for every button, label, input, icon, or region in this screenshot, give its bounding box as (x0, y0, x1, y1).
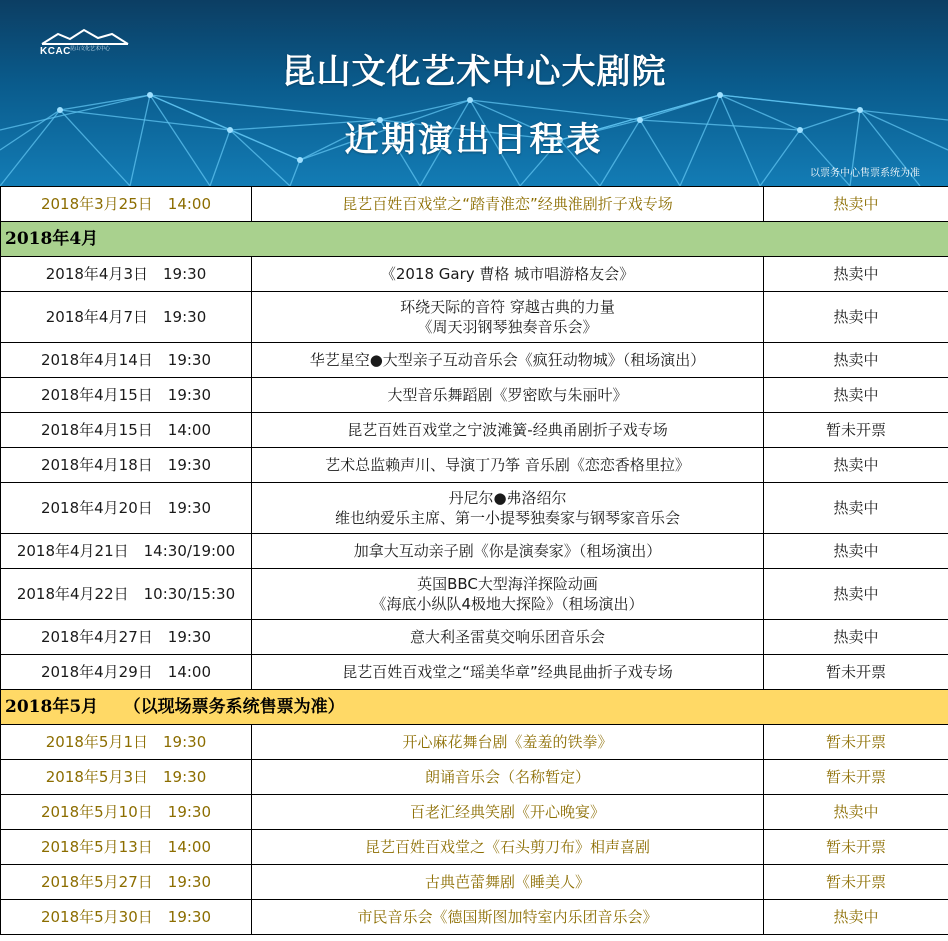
performance-datetime: 2018年4月3日 19:30 (1, 257, 252, 292)
ticket-status: 热卖中 (764, 569, 948, 620)
performance-datetime: 2018年4月22日 10:30/15:30 (1, 569, 252, 620)
performance-title-line: 华艺星空●大型亲子互动音乐会《疯狂动物城》（租场演出） (309, 351, 706, 369)
performance-title (252, 830, 764, 865)
performance-title-line: 丹尼尔●弗洛绍尔 (448, 489, 567, 507)
ticket-status: 暂未开票 (764, 760, 948, 795)
schedule-row (1, 760, 948, 795)
ticket-status: 热卖中 (764, 620, 948, 655)
performance-title (252, 483, 764, 534)
venue-title: 昆山文化艺术中心大剧院 (281, 52, 667, 92)
performance-title-line: 朗诵音乐会（名称暂定） (424, 768, 590, 786)
ticket-status: 热卖中 (764, 534, 948, 569)
performance-datetime: 2018年4月15日 14:00 (1, 413, 252, 448)
schedule-row (1, 187, 948, 222)
ticket-status: 热卖中 (764, 292, 948, 343)
performance-title (252, 292, 764, 343)
performance-datetime: 2018年5月30日 19:30 (1, 900, 252, 935)
ticket-status: 热卖中 (764, 483, 948, 534)
performance-title-line: 意大利圣雷莫交响乐团音乐会 (409, 628, 605, 646)
schedule-row (1, 413, 948, 448)
schedule-table-body (1, 187, 948, 935)
performance-title (252, 900, 764, 935)
schedule-row (1, 483, 948, 534)
performance-title-line: 英国BBC大型海洋探险动画 (417, 575, 598, 593)
schedule-row (1, 795, 948, 830)
ticket-status: 暂未开票 (764, 830, 948, 865)
schedule-row (1, 292, 948, 343)
performance-title-line: 环绕天际的音符 穿越古典的力量 (400, 298, 615, 316)
performance-title-line: 加拿大互动亲子剧《你是演奏家》（租场演出） (353, 542, 662, 560)
performance-datetime: 2018年4月14日 19:30 (1, 343, 252, 378)
schedule-table (0, 186, 948, 935)
performance-datetime: 2018年4月20日 19:30 (1, 483, 252, 534)
schedule-row (1, 534, 948, 569)
schedule-row (1, 569, 948, 620)
schedule-row (1, 448, 948, 483)
logo-subtext: 昆山文化艺术中心 (70, 46, 111, 52)
schedule-title: 近期演出日程表 (344, 120, 604, 160)
ticket-status: 暂未开票 (764, 725, 948, 760)
performance-datetime: 2018年4月29日 14:00 (1, 655, 252, 690)
performance-title (252, 655, 764, 690)
performance-datetime: 2018年5月3日 19:30 (1, 760, 252, 795)
performance-title-line: 昆艺百姓百戏堂之“瑶美华章”经典昆曲折子戏专场 (342, 663, 673, 681)
performance-title-line: 《2018 Gary 曹格 城市唱游格友会》 (380, 265, 635, 283)
performance-title-line: 百老汇经典笑剧《开心晚宴》 (409, 803, 605, 821)
performance-datetime: 2018年4月27日 19:30 (1, 620, 252, 655)
performance-datetime: 2018年4月21日 14:30/19:00 (1, 534, 252, 569)
performance-title-line: 昆艺百姓百戏堂之《石头剪刀布》相声喜剧 (364, 838, 650, 856)
schedule-row (1, 655, 948, 690)
schedule-row (1, 900, 948, 935)
schedule-row (1, 343, 948, 378)
performance-datetime: 2018年4月7日 19:30 (1, 292, 252, 343)
performance-datetime: 2018年3月25日 14:00 (1, 187, 252, 222)
performance-title-line: 古典芭蕾舞剧《睡美人》 (424, 873, 590, 891)
ticket-status: 热卖中 (764, 378, 948, 413)
performance-title (252, 534, 764, 569)
schedule-row (1, 865, 948, 900)
ticket-status: 热卖中 (764, 900, 948, 935)
performance-title-line: 开心麻花舞台剧《羞羞的铁拳》 (402, 733, 613, 751)
performance-title-line: 大型音乐舞蹈剧《罗密欧与朱丽叶》 (387, 386, 628, 404)
performance-title-line: 昆艺百姓百戏堂之宁波滩簧-经典甬剧折子戏专场 (347, 421, 668, 439)
performance-datetime: 2018年5月13日 14:00 (1, 830, 252, 865)
schedule-row (1, 725, 948, 760)
ticket-status: 热卖中 (764, 257, 948, 292)
performance-title-line: 《海底小纵队4极地大探险》（租场演出） (371, 595, 644, 613)
performance-title (252, 725, 764, 760)
performance-title (252, 865, 764, 900)
month-label: 2018年5月 （以现场票务系统售票为准） (1, 690, 948, 725)
performance-title (252, 760, 764, 795)
schedule-row (1, 378, 948, 413)
performance-title-line: 昆艺百姓百戏堂之“踏青淮恋”经典淮剧折子戏专场 (342, 195, 673, 213)
performance-datetime: 2018年5月27日 19:30 (1, 865, 252, 900)
performance-title (252, 569, 764, 620)
ticket-status: 暂未开票 (764, 413, 948, 448)
performance-title (252, 343, 764, 378)
ticket-status: 暂未开票 (764, 865, 948, 900)
performance-title-line: 《周天羽钢琴独奏音乐会》 (417, 318, 598, 336)
performance-title (252, 448, 764, 483)
schedule-row (1, 257, 948, 292)
performance-title (252, 378, 764, 413)
ticket-status: 热卖中 (764, 187, 948, 222)
ticket-status: 热卖中 (764, 343, 948, 378)
performance-datetime: 2018年4月18日 19:30 (1, 448, 252, 483)
performance-title (252, 257, 764, 292)
ticketing-note: 以票务中心售票系统为准 (810, 168, 920, 179)
performance-datetime: 2018年4月15日 19:30 (1, 378, 252, 413)
logo-mark-icon (40, 26, 130, 46)
performance-title (252, 795, 764, 830)
performance-title-line: 维也纳爱乐主席、第一小提琴独奏家与钢琴家音乐会 (334, 509, 680, 527)
april-section-header (1, 222, 948, 257)
performance-title-line: 市民音乐会《德国斯图加特室内乐团音乐会》 (357, 908, 658, 926)
schedule-row (1, 620, 948, 655)
may-section-header (1, 690, 948, 725)
performance-title (252, 620, 764, 655)
ticket-status: 暂未开票 (764, 655, 948, 690)
schedule-row (1, 830, 948, 865)
ticket-status: 热卖中 (764, 448, 948, 483)
performance-datetime: 2018年5月10日 19:30 (1, 795, 252, 830)
header-banner (0, 0, 948, 186)
logo-text: KCAC (40, 46, 71, 57)
month-label: 2018年4月 (1, 222, 948, 257)
performance-title (252, 187, 764, 222)
performance-title (252, 413, 764, 448)
performance-title-line: 艺术总监赖声川、导演丁乃筝 音乐剧《恋恋香格里拉》 (325, 456, 690, 474)
ticket-status: 热卖中 (764, 795, 948, 830)
performance-datetime: 2018年5月1日 19:30 (1, 725, 252, 760)
